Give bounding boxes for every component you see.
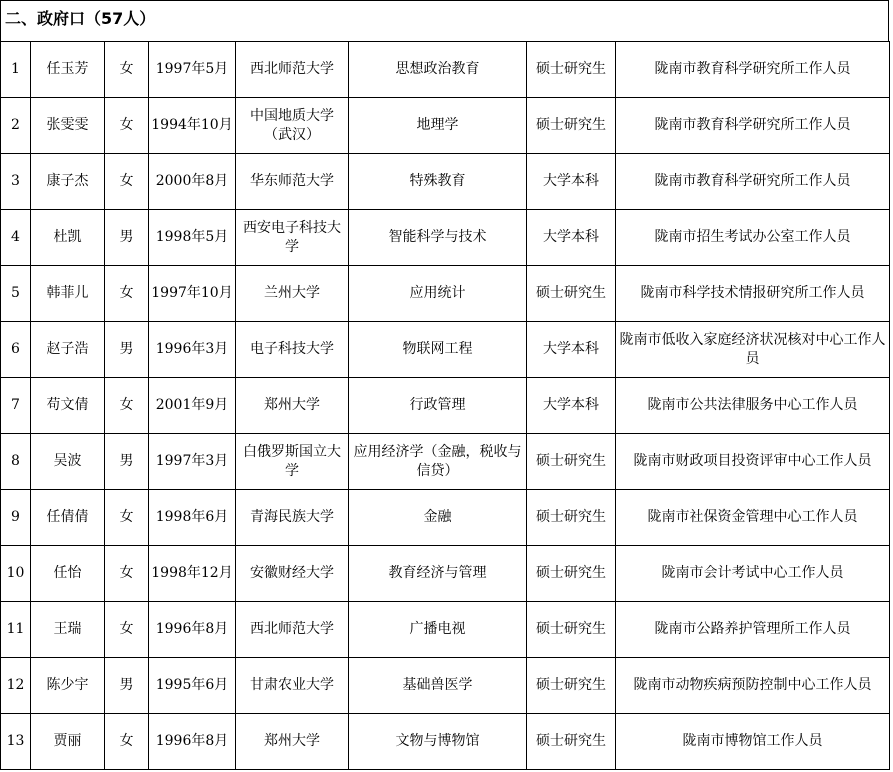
cell-school: 安徽财经大学 <box>236 546 349 602</box>
cell-gender: 女 <box>105 154 149 210</box>
cell-name: 吴波 <box>31 434 105 490</box>
cell-name: 贾丽 <box>31 714 105 770</box>
cell-name: 陈少宇 <box>31 658 105 714</box>
cell-no: 1 <box>1 42 31 98</box>
cell-major: 金融 <box>349 490 527 546</box>
cell-unit: 陇南市会计考试中心工作人员 <box>616 546 890 602</box>
cell-no: 8 <box>1 434 31 490</box>
table-row <box>1 546 890 602</box>
cell-degree: 硕士研究生 <box>527 266 616 322</box>
cell-school: 华东师范大学 <box>236 154 349 210</box>
cell-gender: 男 <box>105 658 149 714</box>
cell-degree: 硕士研究生 <box>527 490 616 546</box>
cell-no: 6 <box>1 322 31 378</box>
table-body <box>1 42 890 770</box>
table-row <box>1 658 890 714</box>
cell-major: 特殊教育 <box>349 154 527 210</box>
cell-name: 张雯雯 <box>31 98 105 154</box>
cell-no: 9 <box>1 490 31 546</box>
table-row <box>1 602 890 658</box>
cell-no: 10 <box>1 546 31 602</box>
cell-no: 13 <box>1 714 31 770</box>
cell-birth: 1998年6月 <box>149 490 236 546</box>
table-row <box>1 42 890 98</box>
cell-gender: 女 <box>105 714 149 770</box>
cell-birth: 1997年3月 <box>149 434 236 490</box>
cell-no: 4 <box>1 210 31 266</box>
table-row <box>1 714 890 770</box>
cell-no: 3 <box>1 154 31 210</box>
cell-name: 赵子浩 <box>31 322 105 378</box>
table-row <box>1 490 890 546</box>
cell-no: 11 <box>1 602 31 658</box>
cell-birth: 1995年6月 <box>149 658 236 714</box>
cell-major: 地理学 <box>349 98 527 154</box>
cell-birth: 1996年8月 <box>149 602 236 658</box>
cell-degree: 硕士研究生 <box>527 98 616 154</box>
cell-birth: 1996年3月 <box>149 322 236 378</box>
cell-unit: 陇南市科学技术情报研究所工作人员 <box>616 266 890 322</box>
cell-name: 王瑞 <box>31 602 105 658</box>
cell-gender: 男 <box>105 210 149 266</box>
table-row <box>1 434 890 490</box>
cell-degree: 硕士研究生 <box>527 714 616 770</box>
cell-unit: 陇南市教育科学研究所工作人员 <box>616 98 890 154</box>
cell-degree: 大学本科 <box>527 154 616 210</box>
cell-major: 物联网工程 <box>349 322 527 378</box>
cell-school: 西安电子科技大学 <box>236 210 349 266</box>
cell-unit: 陇南市公路养护管理所工作人员 <box>616 602 890 658</box>
cell-gender: 女 <box>105 378 149 434</box>
cell-school: 青海民族大学 <box>236 490 349 546</box>
cell-birth: 1998年5月 <box>149 210 236 266</box>
cell-school: 兰州大学 <box>236 266 349 322</box>
cell-major: 广播电视 <box>349 602 527 658</box>
cell-degree: 大学本科 <box>527 322 616 378</box>
cell-name: 任怡 <box>31 546 105 602</box>
cell-unit: 陇南市教育科学研究所工作人员 <box>616 154 890 210</box>
cell-school: 郑州大学 <box>236 714 349 770</box>
cell-major: 应用统计 <box>349 266 527 322</box>
cell-gender: 女 <box>105 266 149 322</box>
cell-birth: 1997年5月 <box>149 42 236 98</box>
table-row <box>1 154 890 210</box>
cell-name: 苟文倩 <box>31 378 105 434</box>
cell-degree: 硕士研究生 <box>527 546 616 602</box>
cell-major: 教育经济与管理 <box>349 546 527 602</box>
cell-degree: 大学本科 <box>527 378 616 434</box>
cell-name: 任倩倩 <box>31 490 105 546</box>
table-row <box>1 266 890 322</box>
cell-birth: 2000年8月 <box>149 154 236 210</box>
table-row <box>1 378 890 434</box>
cell-unit: 陇南市社保资金管理中心工作人员 <box>616 490 890 546</box>
cell-degree: 大学本科 <box>527 210 616 266</box>
cell-major: 基础兽医学 <box>349 658 527 714</box>
cell-no: 12 <box>1 658 31 714</box>
cell-degree: 硕士研究生 <box>527 658 616 714</box>
table-row <box>1 210 890 266</box>
cell-major: 思想政治教育 <box>349 42 527 98</box>
cell-degree: 硕士研究生 <box>527 434 616 490</box>
cell-birth: 2001年9月 <box>149 378 236 434</box>
cell-gender: 女 <box>105 602 149 658</box>
cell-major: 行政管理 <box>349 378 527 434</box>
cell-birth: 1996年8月 <box>149 714 236 770</box>
cell-no: 7 <box>1 378 31 434</box>
cell-major: 应用经济学（金融，税收与信贷） <box>349 434 527 490</box>
cell-school: 电子科技大学 <box>236 322 349 378</box>
cell-unit: 陇南市低收入家庭经济状况核对中心工作人员 <box>616 322 890 378</box>
cell-birth: 1997年10月 <box>149 266 236 322</box>
cell-unit: 陇南市财政项目投资评审中心工作人员 <box>616 434 890 490</box>
cell-school: 甘肃农业大学 <box>236 658 349 714</box>
cell-gender: 女 <box>105 490 149 546</box>
cell-gender: 男 <box>105 322 149 378</box>
cell-no: 2 <box>1 98 31 154</box>
cell-name: 杜凯 <box>31 210 105 266</box>
personnel-table <box>0 41 890 770</box>
cell-birth: 1994年10月 <box>149 98 236 154</box>
cell-unit: 陇南市招生考试办公室工作人员 <box>616 210 890 266</box>
cell-school: 中国地质大学（武汉） <box>236 98 349 154</box>
cell-unit: 陇南市教育科学研究所工作人员 <box>616 42 890 98</box>
cell-birth: 1998年12月 <box>149 546 236 602</box>
cell-unit: 陇南市公共法律服务中心工作人员 <box>616 378 890 434</box>
cell-no: 5 <box>1 266 31 322</box>
cell-school: 西北师范大学 <box>236 602 349 658</box>
cell-school: 西北师范大学 <box>236 42 349 98</box>
section-title: 二、政府口（57人） <box>0 0 889 41</box>
cell-name: 康子杰 <box>31 154 105 210</box>
cell-degree: 硕士研究生 <box>527 42 616 98</box>
cell-name: 韩菲儿 <box>31 266 105 322</box>
cell-gender: 女 <box>105 98 149 154</box>
cell-degree: 硕士研究生 <box>527 602 616 658</box>
table-row <box>1 98 890 154</box>
table-row <box>1 322 890 378</box>
cell-name: 任玉芳 <box>31 42 105 98</box>
cell-gender: 男 <box>105 434 149 490</box>
cell-school: 白俄罗斯国立大学 <box>236 434 349 490</box>
cell-major: 文物与博物馆 <box>349 714 527 770</box>
cell-unit: 陇南市博物馆工作人员 <box>616 714 890 770</box>
cell-school: 郑州大学 <box>236 378 349 434</box>
cell-gender: 女 <box>105 42 149 98</box>
cell-gender: 女 <box>105 546 149 602</box>
cell-major: 智能科学与技术 <box>349 210 527 266</box>
cell-unit: 陇南市动物疾病预防控制中心工作人员 <box>616 658 890 714</box>
